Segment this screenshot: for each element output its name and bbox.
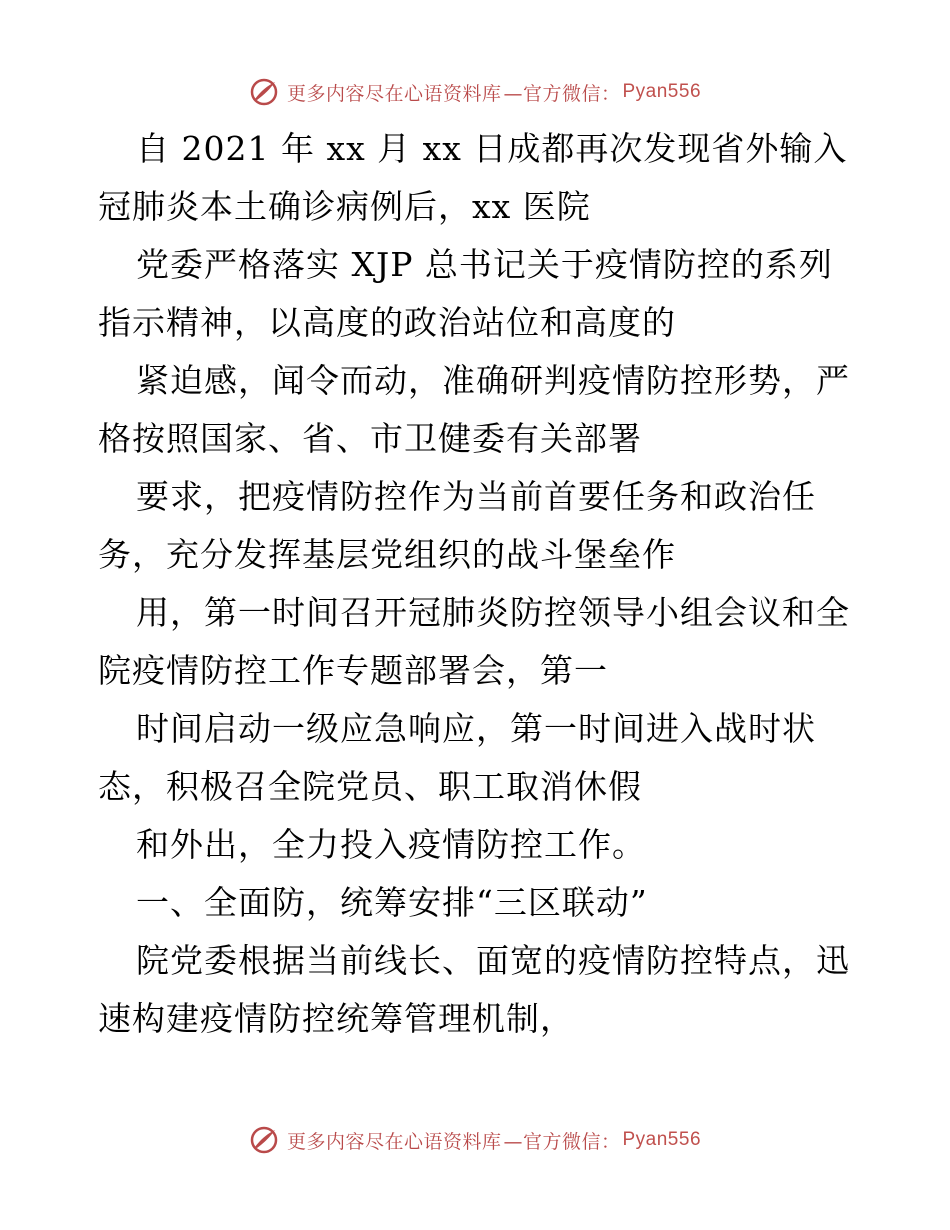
- paragraph-1-line-2: 冠肺炎本土确诊病例后，xx 医院: [98, 187, 591, 226]
- paragraph-2-line-2: 指示精神，以高度的政治站位和高度的: [98, 303, 676, 342]
- paragraph-6-line-2: 态，积极召全院党员、职工取消休假: [98, 767, 642, 806]
- section-heading-1: 一、全面防，统筹安排“三区联动”: [136, 883, 648, 922]
- paragraph-5-line-2: 院疫情防控工作专题部署会，第一: [98, 651, 608, 690]
- paragraph-5-line-1: 用，第一时间召开冠肺炎防控领导小组会议和全: [136, 593, 850, 632]
- watermark-wechat-id: Pyan556: [622, 81, 702, 102]
- paragraph-1-line-1: 自 2021 年 xx 月 xx 日成都再次发现省外输入: [136, 129, 848, 168]
- paragraph-9-line-2: 速构建疫情防控统筹管理机制，: [98, 999, 574, 1038]
- watermark-text: 更多内容尽在心语资料库: [286, 82, 502, 105]
- quill-logo-icon: [249, 77, 279, 107]
- watermark-footer: [0, 1120, 950, 1160]
- paragraph-6-line-1: 时间启动一级应急响应，第一时间进入战时状: [136, 709, 816, 748]
- paragraph-4-line-1: 要求，把疫情防控作为当前首要任务和政治任: [136, 477, 816, 516]
- paragraph-7-line-1: 和外出，全力投入疫情防控工作。: [136, 825, 646, 864]
- watermark-separator: —官方微信：: [503, 1130, 621, 1153]
- watermark-separator: —官方微信：: [503, 82, 621, 105]
- paragraph-4-line-2: 务，充分发挥基层党组织的战斗堡垒作: [98, 535, 676, 574]
- paragraph-9-line-1: 院党委根据当前线长、面宽的疫情防控特点，迅: [136, 941, 850, 980]
- watermark-wechat-id: Pyan556: [622, 1129, 702, 1150]
- paragraph-3-line-1: 紧迫感，闻令而动，准确研判疫情防控形势，严: [136, 361, 850, 400]
- paragraph-2-line-1: 党委严格落实 XJP 总书记关于疫情防控的系列: [136, 245, 833, 284]
- paragraph-3-line-2: 格按照国家、省、市卫健委有关部署: [98, 419, 642, 458]
- watermark-text: 更多内容尽在心语资料库: [286, 1130, 502, 1153]
- watermark-header: [0, 72, 950, 112]
- quill-logo-icon: [249, 1125, 279, 1155]
